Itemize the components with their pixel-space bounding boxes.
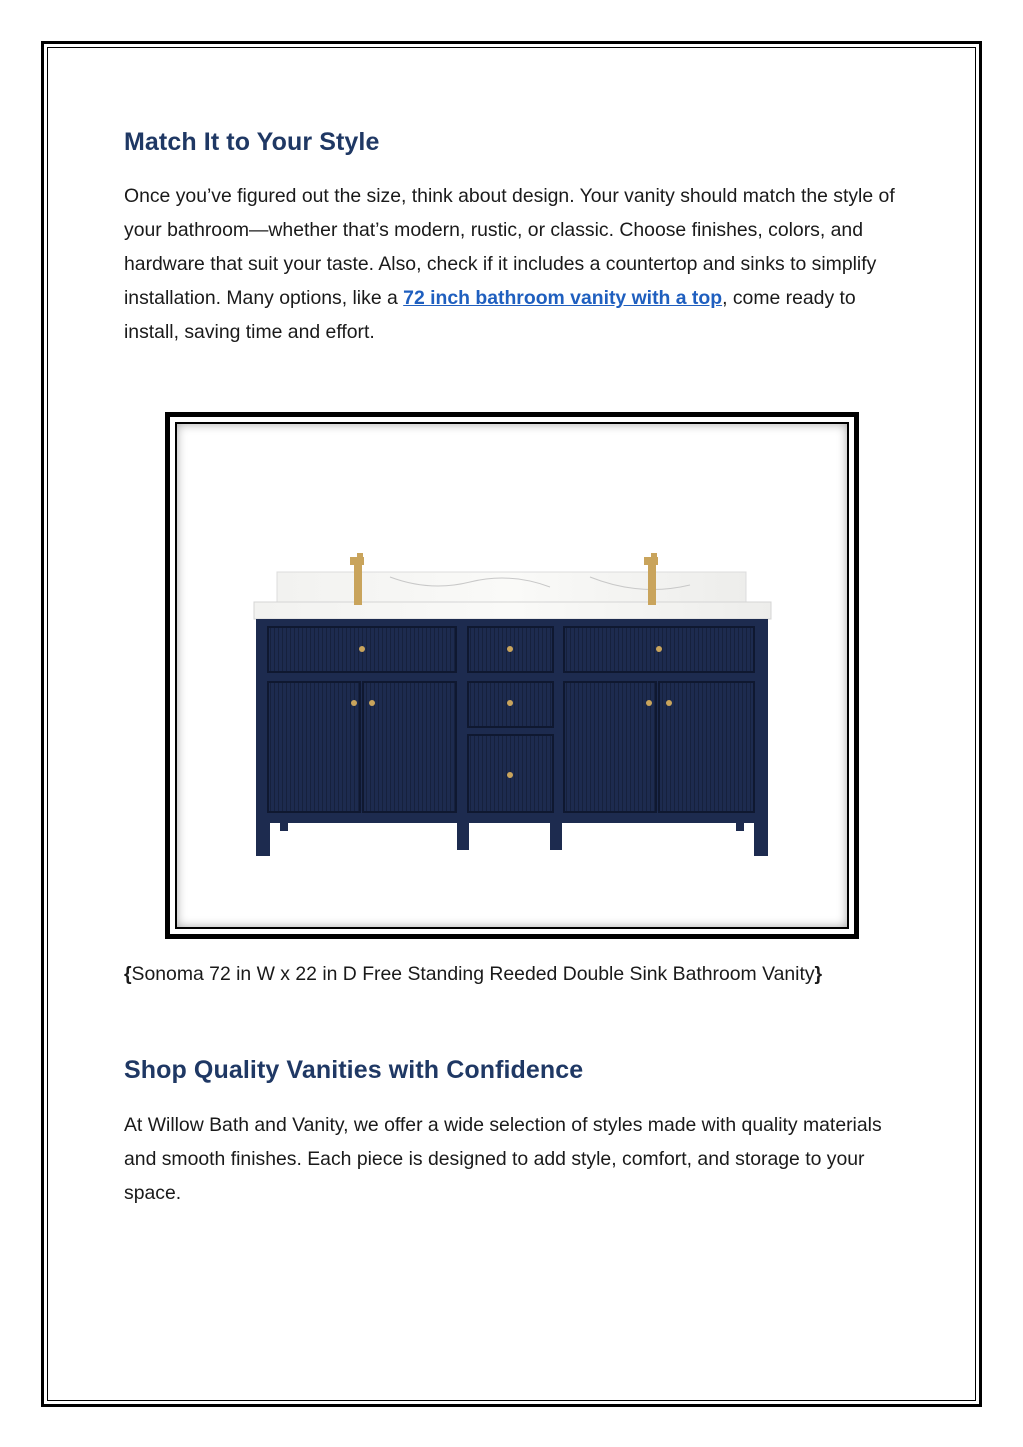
door [659,682,754,812]
backsplash [277,572,746,602]
leg [550,823,562,850]
section-heading-quality: Shop Quality Vanities with Confidence [124,1056,584,1084]
caption-text: Sonoma 72 in W x 22 in D Free Standing Reeded Double Sink Bathroom Vanity [131,963,815,985]
style-paragraph [124,179,914,349]
leg [457,823,469,850]
door [564,682,656,812]
paragraph-text-after-link: , come ready to install, saving time and effort. [124,287,856,343]
door [268,682,360,812]
countertop [254,602,771,619]
section-heading-style: Match It to Your Style [124,128,380,156]
door [363,682,456,812]
paragraph-text-before-link: Once you’ve figured out the size, think about design. Your vanity should match the style of your bathroom—whether that’s modern, rustic, or classic. Choose finishes, colors, and hardware that suit your taste. Also, check if it includes a countertop and sinks to simplify installation. Many options, like a [124,185,895,309]
quality-paragraph: At Willow Bath and Vanity, we offer a wide selection of styles made with quality materials and smooth finishes. Each piece is designed to add style, comfort, and storage to your space. [124,1114,882,1204]
caption-open-brace: { [124,963,132,985]
image-caption [124,957,822,991]
caption-close-brace: } [814,963,823,985]
product-image-frame [165,412,859,939]
vanity-with-top-link[interactable]: 72 inch bathroom vanity with a top [403,287,723,309]
leg [754,823,768,856]
leg [256,823,270,856]
double-sink-vanity-illustration [170,417,854,934]
